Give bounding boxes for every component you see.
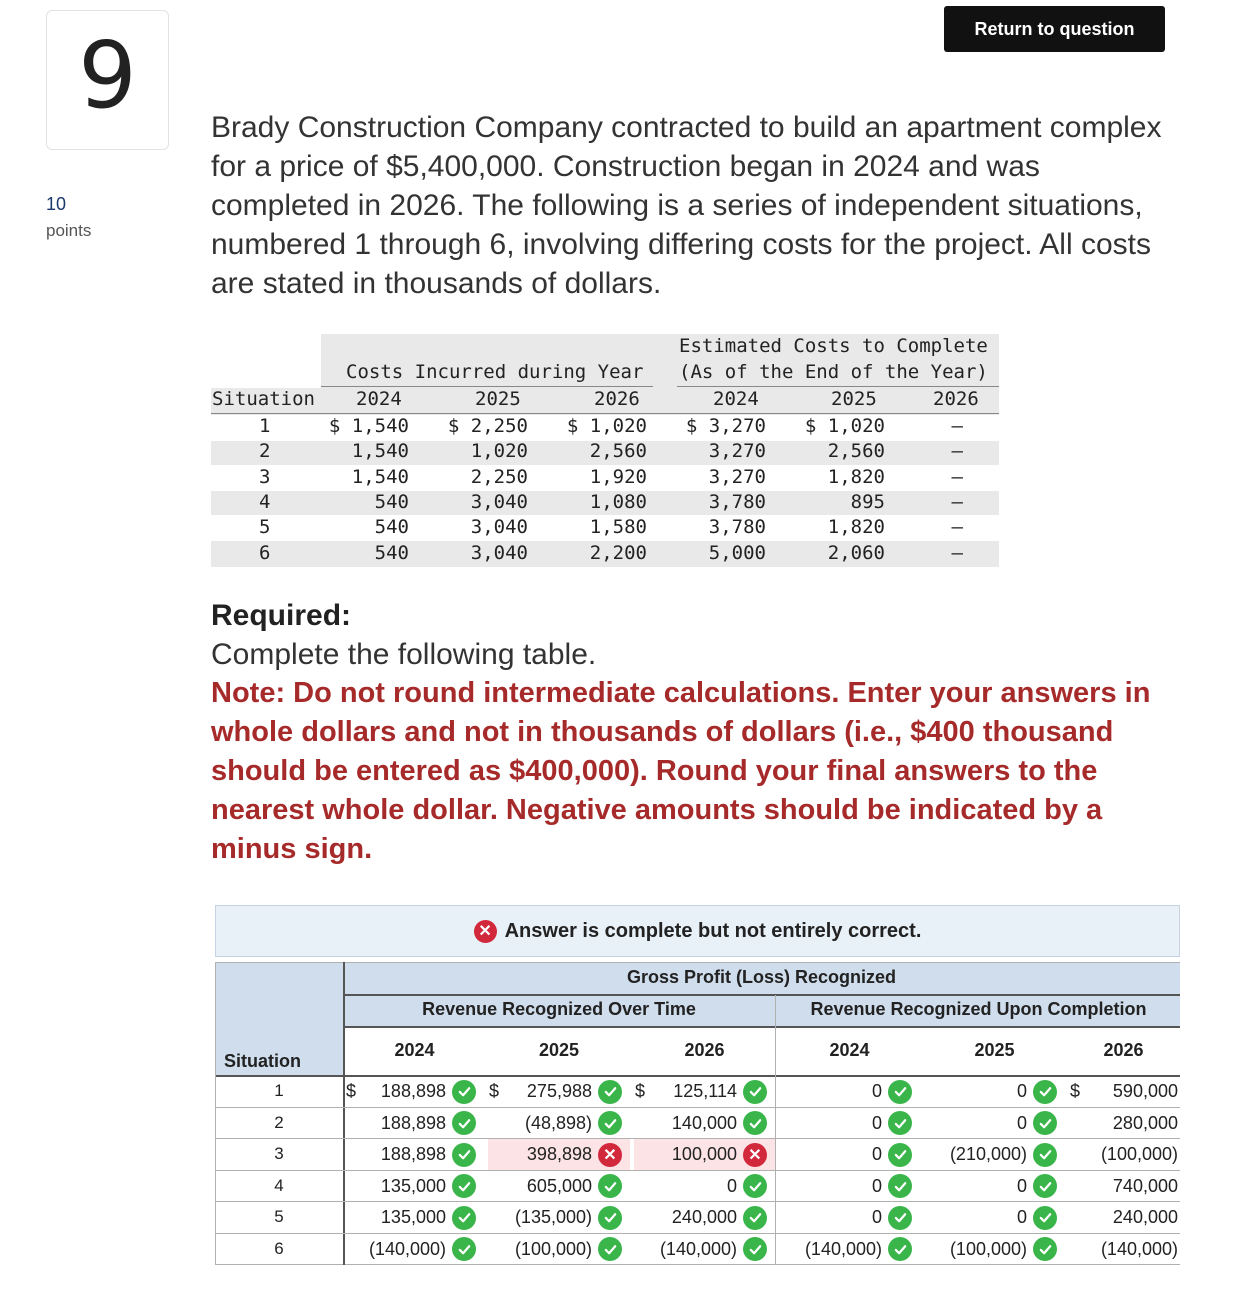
given-costs-table xyxy=(211,334,999,568)
given-year-header: 2024 xyxy=(356,388,402,410)
answer-input-cell[interactable] xyxy=(634,1171,775,1202)
situation-header: Situation xyxy=(224,1051,301,1071)
answer-input-cell[interactable] xyxy=(488,1139,630,1170)
answer-value: 590,000 xyxy=(1112,1081,1178,1101)
answer-input-cell[interactable] xyxy=(488,1202,630,1233)
answer-input-cell[interactable] xyxy=(345,1076,484,1107)
given-situation-number: 5 xyxy=(259,516,271,539)
answer-input-cell[interactable] xyxy=(345,1234,484,1265)
dollar-sign: $ xyxy=(489,1081,500,1101)
given-cell: 3,040 xyxy=(470,541,528,564)
incorrect-x-icon: ✕ xyxy=(598,1143,622,1167)
answer-input-cell[interactable] xyxy=(924,1076,1065,1107)
answer-value: (100,000) xyxy=(514,1238,592,1259)
situation-col-header: Situation xyxy=(212,388,315,410)
correct-check-icon xyxy=(888,1143,912,1167)
given-cell: 1,820 xyxy=(827,516,885,539)
answer-input-cell[interactable] xyxy=(345,1139,484,1170)
answer-value: (140,000) xyxy=(368,1238,446,1259)
given-cell: – xyxy=(951,440,963,463)
answer-value: 0 xyxy=(871,1207,882,1227)
given-cell: $ 1,020 xyxy=(804,415,885,437)
given-cell: – xyxy=(951,541,963,564)
given-cell: 5,000 xyxy=(708,541,766,564)
answer-input-cell[interactable] xyxy=(924,1108,1065,1139)
correct-check-icon xyxy=(598,1206,622,1230)
answer-value: 100,000 xyxy=(671,1144,737,1164)
answer-input-cell[interactable] xyxy=(345,1171,484,1202)
given-cell: $ 1,540 xyxy=(328,415,409,437)
answer-input-cell[interactable] xyxy=(924,1202,1065,1233)
answer-status-banner xyxy=(215,905,1180,957)
answer-input-cell[interactable] xyxy=(779,1108,920,1139)
given-cell: 1,820 xyxy=(827,465,885,488)
given-cell: 1,020 xyxy=(470,440,528,463)
answer-value: 0 xyxy=(871,1175,882,1196)
given-situation-number: 1 xyxy=(259,415,271,437)
answer-value: (140,000) xyxy=(804,1238,882,1259)
answer-value: 140,000 xyxy=(671,1112,737,1133)
answer-value: 0 xyxy=(1016,1081,1027,1101)
correct-check-icon xyxy=(743,1237,767,1261)
given-cell: 540 xyxy=(374,516,409,539)
incorrect-x-icon: ✕ xyxy=(474,920,497,943)
question-number: 9 xyxy=(78,22,137,129)
answer-value: 0 xyxy=(1016,1112,1027,1133)
answer-input-cell[interactable] xyxy=(634,1076,775,1107)
answer-value: 0 xyxy=(1016,1207,1027,1227)
given-situation-number: 4 xyxy=(259,490,271,513)
answer-value: 135,000 xyxy=(380,1207,446,1227)
given-cell: 3,040 xyxy=(470,490,528,513)
gross-profit-header: Gross Profit (Loss) Recognized xyxy=(626,967,897,987)
correct-check-icon xyxy=(1033,1143,1057,1167)
question-number-box xyxy=(46,10,169,150)
given-year-header: 2026 xyxy=(594,388,640,410)
answer-input-cell[interactable] xyxy=(1069,1234,1178,1265)
correct-check-icon xyxy=(598,1080,622,1104)
given-cell: 2,200 xyxy=(589,541,647,564)
correct-check-icon xyxy=(888,1206,912,1230)
answer-value: 0 xyxy=(871,1112,882,1133)
points-value: 10 xyxy=(46,194,67,214)
correct-check-icon xyxy=(452,1206,476,1230)
answer-input-cell[interactable] xyxy=(779,1139,920,1170)
group-underline xyxy=(321,386,653,387)
answer-year-header: 2025 xyxy=(974,1040,1015,1060)
answer-input-cell[interactable] xyxy=(488,1234,630,1265)
given-cell: 1,580 xyxy=(589,516,647,539)
rule xyxy=(343,994,1180,996)
answer-input-cell[interactable] xyxy=(779,1202,920,1233)
given-cell: 1,920 xyxy=(589,465,647,488)
correct-check-icon xyxy=(452,1174,476,1198)
answer-input-cell[interactable] xyxy=(924,1234,1065,1265)
group-estimated-label-1: Estimated Costs to Complete xyxy=(679,335,988,357)
correct-check-icon xyxy=(452,1111,476,1135)
given-cell: – xyxy=(951,490,963,513)
answer-year-header: 2026 xyxy=(684,1040,725,1060)
required-body: Complete the following table. xyxy=(211,638,597,671)
answer-value: (210,000) xyxy=(949,1144,1027,1164)
correct-check-icon xyxy=(743,1080,767,1104)
answer-situation-number: 6 xyxy=(274,1238,284,1258)
answer-value: (140,000) xyxy=(659,1238,737,1259)
answer-year-header: 2024 xyxy=(394,1040,435,1060)
required-title: Required: xyxy=(211,599,352,632)
answer-value: 0 xyxy=(1016,1175,1027,1196)
given-year-header: 2025 xyxy=(475,388,521,410)
given-cell: 3,270 xyxy=(708,440,766,463)
answer-table xyxy=(215,962,1180,1266)
given-situation-number: 2 xyxy=(259,440,271,463)
answer-value: 188,898 xyxy=(380,1144,446,1164)
correct-check-icon xyxy=(452,1080,476,1104)
rule xyxy=(775,995,776,1265)
answer-input-cell[interactable] xyxy=(779,1171,920,1202)
answer-value: 0 xyxy=(726,1175,737,1196)
answer-input-cell[interactable] xyxy=(488,1108,630,1139)
answer-input-cell[interactable] xyxy=(1069,1171,1178,1202)
dollar-sign: $ xyxy=(635,1081,646,1101)
correct-check-icon xyxy=(1033,1174,1057,1198)
answer-input-cell[interactable] xyxy=(345,1108,484,1139)
answer-input-cell[interactable] xyxy=(779,1234,920,1265)
answer-value: 188,898 xyxy=(380,1112,446,1133)
correct-check-icon xyxy=(1033,1237,1057,1261)
over-time-header: Revenue Recognized Over Time xyxy=(422,999,696,1019)
given-year-header: 2026 xyxy=(933,388,979,410)
given-cell: 3,270 xyxy=(708,465,766,488)
required-note: Note: Do not round intermediate calculations. Enter your answers in whole dollars and not in thousands of dollars (i.e., $400 thousand should be entered as $400,000). Round your final answers to the nearest whole dollar. Negative amounts should be indicated by a minus sign. xyxy=(211,677,1151,865)
given-cell: 2,250 xyxy=(470,465,528,488)
answer-value: 398,898 xyxy=(526,1144,592,1164)
answer-value: 0 xyxy=(871,1081,882,1101)
given-cell: 1,540 xyxy=(351,465,409,488)
answer-value: (100,000) xyxy=(949,1238,1027,1259)
answer-input-cell[interactable] xyxy=(345,1202,484,1233)
answer-value: 240,000 xyxy=(1112,1207,1178,1227)
answer-input-cell[interactable] xyxy=(924,1139,1065,1170)
correct-check-icon xyxy=(743,1206,767,1230)
answer-input-cell[interactable] xyxy=(1069,1139,1178,1170)
correct-check-icon xyxy=(598,1237,622,1261)
required-section xyxy=(211,596,1171,869)
answer-value: 188,898 xyxy=(380,1081,446,1101)
answer-status-text: Answer is complete but not entirely correct. xyxy=(504,919,922,942)
answer-input-cell[interactable] xyxy=(634,1202,775,1233)
answer-situation-number: 1 xyxy=(274,1081,284,1100)
given-cell: 3,780 xyxy=(708,516,766,539)
group-underline xyxy=(677,386,999,387)
answer-value: (135,000) xyxy=(514,1207,592,1227)
correct-check-icon xyxy=(452,1237,476,1261)
dollar-sign: $ xyxy=(346,1081,357,1101)
correct-check-icon xyxy=(1033,1080,1057,1104)
answer-situation-number: 5 xyxy=(274,1207,284,1226)
given-cell: $ 2,250 xyxy=(447,415,528,437)
incorrect-x-icon: ✕ xyxy=(743,1143,767,1167)
header-underline xyxy=(211,413,999,414)
answer-value: (100,000) xyxy=(1100,1144,1178,1164)
answer-value: 740,000 xyxy=(1112,1175,1178,1196)
correct-check-icon xyxy=(743,1111,767,1135)
given-cell: 2,560 xyxy=(827,440,885,463)
answer-year-header: 2024 xyxy=(829,1040,870,1060)
given-cell: 3,780 xyxy=(708,490,766,513)
correct-check-icon xyxy=(1033,1111,1057,1135)
answer-input-cell[interactable] xyxy=(1069,1076,1178,1107)
answer-value: (140,000) xyxy=(1100,1238,1178,1259)
answer-input-cell[interactable] xyxy=(488,1171,630,1202)
answer-value: 0 xyxy=(871,1144,882,1164)
answer-situation-number: 3 xyxy=(274,1144,284,1163)
answer-input-cell[interactable] xyxy=(634,1234,775,1265)
answer-value: 135,000 xyxy=(380,1175,446,1196)
answer-input-cell[interactable] xyxy=(1069,1202,1178,1233)
correct-check-icon xyxy=(888,1237,912,1261)
answer-value: 280,000 xyxy=(1112,1112,1178,1133)
answer-input-cell[interactable] xyxy=(1069,1108,1178,1139)
given-cell: 540 xyxy=(374,490,409,513)
correct-check-icon xyxy=(888,1080,912,1104)
answer-value: (48,898) xyxy=(524,1112,592,1133)
answer-value: 240,000 xyxy=(671,1207,737,1227)
given-cell: – xyxy=(951,465,963,488)
problem-text: Brady Construction Company contracted to build an apartment complex for a price of $5,400,000. Construction began in 2024 and was completed in 2026. The following is a series of independent situations, numbered 1 through 6, involving differing costs for the project. All costs are stated in thousands of dollars. xyxy=(211,111,1162,300)
given-cell: 1,540 xyxy=(351,440,409,463)
correct-check-icon xyxy=(598,1111,622,1135)
rule xyxy=(343,1026,1180,1028)
rule xyxy=(215,962,1180,963)
given-cell: 3,040 xyxy=(470,516,528,539)
given-cell: 540 xyxy=(374,541,409,564)
correct-check-icon xyxy=(888,1174,912,1198)
group-estimated-label-2: (As of the End of the Year) xyxy=(679,361,988,383)
correct-check-icon xyxy=(452,1143,476,1167)
given-year-header: 2024 xyxy=(713,388,759,410)
given-cell: 1,080 xyxy=(589,490,647,513)
answer-input-cell[interactable] xyxy=(634,1139,775,1170)
given-cell: – xyxy=(951,415,963,437)
answer-value: 605,000 xyxy=(526,1175,592,1196)
given-cell: 2,060 xyxy=(827,541,885,564)
answer-value: 125,114 xyxy=(673,1081,737,1101)
group-incurred-label: Costs Incurred during Year xyxy=(346,361,644,383)
given-cell: – xyxy=(951,516,963,539)
given-cell: 895 xyxy=(850,490,885,513)
answer-situation-number: 2 xyxy=(274,1112,284,1132)
correct-check-icon xyxy=(1033,1206,1057,1230)
given-cell: $ 1,020 xyxy=(566,415,647,437)
given-situation-number: 3 xyxy=(259,465,271,488)
answer-input-cell[interactable] xyxy=(488,1076,630,1107)
points-label: points xyxy=(46,221,92,240)
return-to-question-button[interactable]: Return to question xyxy=(944,6,1165,52)
dollar-sign: $ xyxy=(1070,1081,1081,1101)
answer-input-cell[interactable] xyxy=(924,1171,1065,1202)
given-cell: 2,560 xyxy=(589,440,647,463)
answer-value: 275,988 xyxy=(526,1081,592,1101)
answer-input-cell[interactable] xyxy=(634,1108,775,1139)
given-year-header: 2025 xyxy=(831,388,877,410)
correct-check-icon xyxy=(888,1111,912,1135)
upon-completion-header: Revenue Recognized Upon Completion xyxy=(810,999,1147,1019)
answer-input-cell[interactable] xyxy=(779,1076,920,1107)
correct-check-icon xyxy=(598,1174,622,1198)
correct-check-icon xyxy=(743,1174,767,1198)
answer-year-header: 2025 xyxy=(538,1040,580,1060)
answer-year-header: 2026 xyxy=(1103,1040,1144,1060)
answer-situation-number: 4 xyxy=(274,1175,284,1195)
given-cell: $ 3,270 xyxy=(685,415,766,437)
given-situation-number: 6 xyxy=(259,541,271,564)
